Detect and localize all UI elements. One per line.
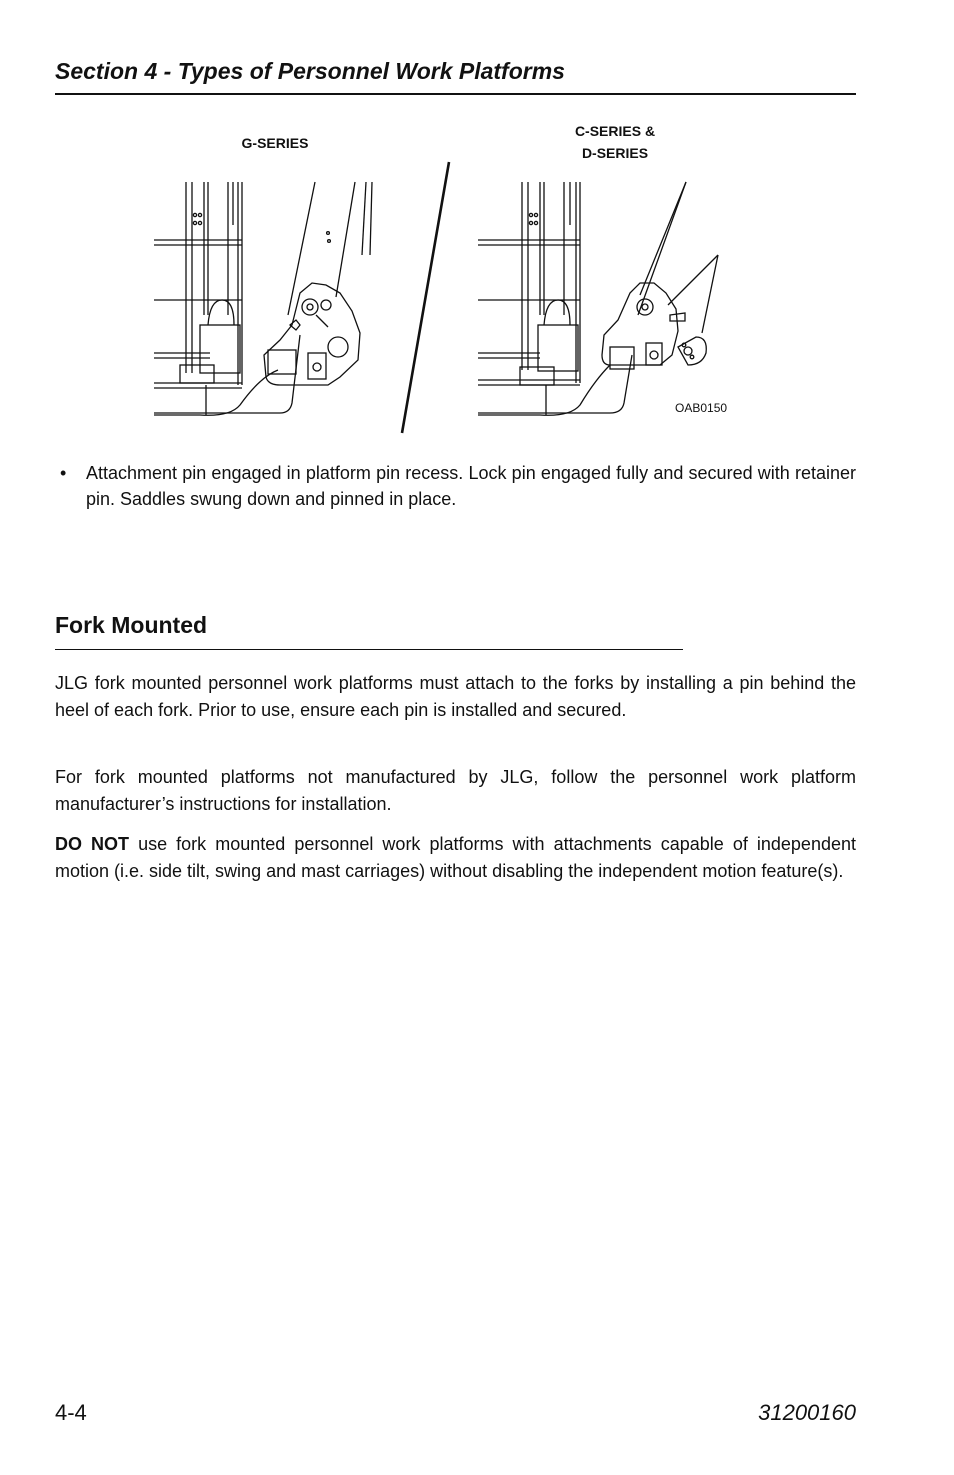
section-rule [55,649,683,650]
figure-label-g-series: G-SERIES [241,135,309,151]
bullet-text: Attachment pin engaged in platform pin recess. Lock pin engaged fully and secured with retainer pin. Saddles swung down and pinned in place. [86,463,856,509]
g-series-drawing [154,182,372,415]
document-number: 31200160 [758,1400,856,1425]
divider-line [402,162,449,433]
section-heading: Fork Mounted [55,612,208,638]
cd-series-drawing [478,182,718,415]
figure-label-cd-line1: C-SERIES & [574,123,656,139]
paragraph-3 [55,831,856,884]
paragraph-1: JLG fork mounted personnel work platforms must attach to the forks by installing a pin behind the heel of each fork. Prior to use, ensure each pin is installed and secured. [55,673,856,720]
paragraph-3-text: use fork mounted personnel work platforms with attachments capable of independent motion (i.e. side tilt, swing and mast carriages) without disabling the independent motion feature(s). [55,834,856,881]
page-number: 4-4 [55,1400,87,1425]
figure-label-cd-series [550,120,680,164]
bullet-item [60,460,856,512]
figure-code: OAB0150 [675,401,728,415]
do-not-emphasis: DO NOT [55,834,130,854]
header-rule [55,93,856,95]
page-header-title: Section 4 - Types of Personnel Work Platforms [55,58,565,84]
figure-label-cd-line2: D-SERIES [581,145,649,161]
attachment-figure [140,115,760,440]
paragraph-2: For fork mounted platforms not manufactured by JLG, follow the personnel work platform manufacturer’s instructions for installation. [55,767,856,814]
bullet-symbol: • [60,463,67,483]
